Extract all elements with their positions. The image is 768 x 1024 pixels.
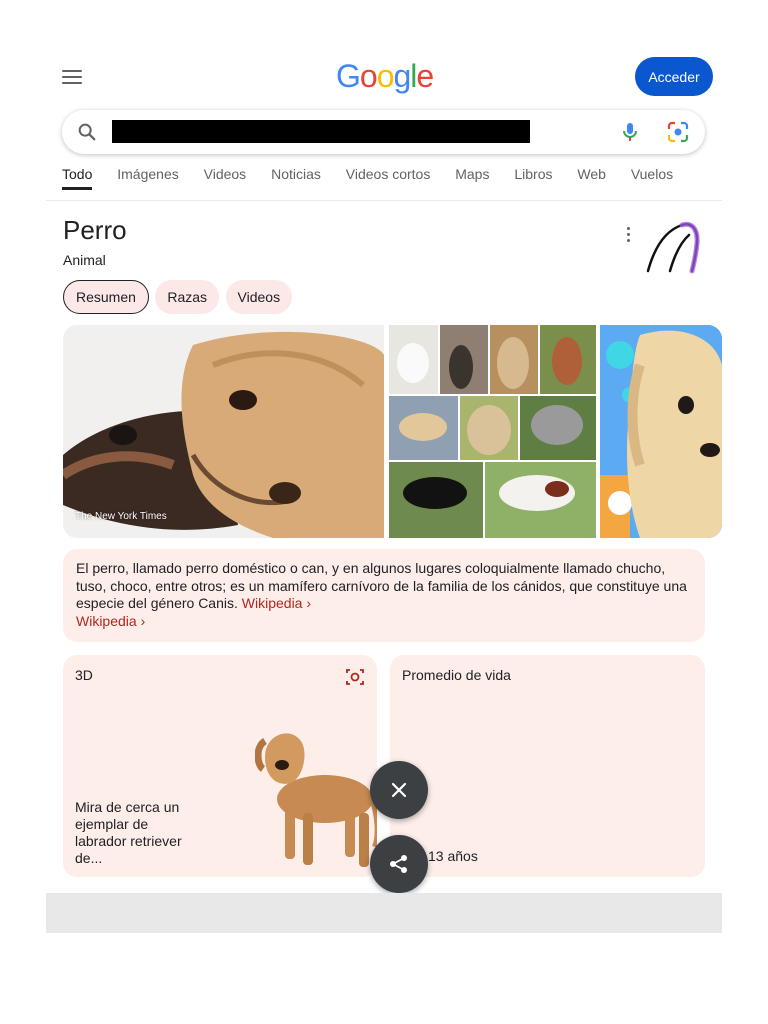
dog-image-1[interactable]: [63, 325, 384, 538]
lens-icon[interactable]: [666, 120, 690, 144]
more-vert-icon[interactable]: [618, 223, 638, 245]
entity-thumbnail[interactable]: [642, 213, 708, 279]
dog-breeds-collage[interactable]: [389, 325, 596, 538]
search-icon[interactable]: [76, 121, 98, 143]
dog-face-illustration: [63, 325, 384, 538]
chip-resumen[interactable]: Resumen: [63, 280, 149, 314]
menu-icon[interactable]: [62, 62, 92, 92]
search-tabs: [62, 166, 706, 196]
share-icon: [388, 853, 410, 875]
tab-web[interactable]: Web: [577, 166, 606, 182]
card-3d[interactable]: [63, 655, 377, 877]
chip-videos[interactable]: Videos: [226, 280, 293, 314]
tab-imagenes[interactable]: Imágenes: [117, 166, 179, 182]
ar-view-icon[interactable]: [345, 667, 365, 687]
search-input[interactable]: [112, 120, 530, 143]
close-button[interactable]: [370, 761, 428, 819]
card-3d-caption: Mira de cerca un ejemplar de labrador retriever de...: [75, 799, 182, 866]
tab-videos[interactable]: Videos: [203, 166, 247, 182]
chip-razas[interactable]: Razas: [155, 280, 219, 314]
entity-description: [63, 549, 705, 642]
image-credit: The New York Times: [75, 511, 167, 522]
mic-icon[interactable]: [618, 120, 642, 144]
chevron-right-icon: ›: [306, 595, 312, 611]
tab-vuelos[interactable]: Vuelos: [630, 166, 674, 182]
header: [0, 50, 768, 106]
lifespan-value: 13 años: [428, 848, 478, 864]
card-3d-label: 3D: [75, 667, 93, 683]
image-carousel: [63, 325, 722, 538]
entity-type: Animal: [63, 252, 106, 268]
chevron-right-icon: ›: [140, 612, 146, 629]
bottom-bar: [46, 893, 722, 933]
tab-noticias[interactable]: Noticias: [271, 166, 321, 182]
tab-maps[interactable]: Maps: [455, 166, 490, 182]
breeds-collage-illustration: [389, 325, 596, 538]
wikipedia-link[interactable]: Wikipedia ›: [241, 595, 312, 611]
page-title: Perro: [63, 215, 127, 245]
share-button[interactable]: [370, 835, 428, 893]
search-bar[interactable]: [62, 110, 705, 154]
signin-button[interactable]: Acceder: [635, 57, 713, 96]
tab-libros[interactable]: Libros: [514, 166, 553, 182]
card-lifespan[interactable]: [390, 655, 705, 877]
tab-videos-cortos[interactable]: Videos cortos: [345, 166, 431, 182]
labrador-3d-illustration: [255, 717, 377, 875]
puppy-drawing: [600, 325, 722, 538]
lifespan-label: Promedio de vida: [402, 667, 511, 683]
wikipedia-link-2[interactable]: Wikipedia ›: [76, 612, 146, 629]
panel-chips: [63, 280, 294, 314]
close-icon: [389, 780, 409, 800]
puppy-illustration[interactable]: [600, 325, 722, 538]
tab-todo[interactable]: Todo: [62, 166, 92, 190]
description-text: El perro, llamado perro doméstico o can, y en algunos lugares coloquialmente llamado chucho, tuso, choco, entre otros; es un mamífero carnívoro de la familia de los cánidos, que constituye una especie del género Canis.: [76, 560, 687, 611]
google-logo[interactable]: Google: [336, 58, 434, 94]
